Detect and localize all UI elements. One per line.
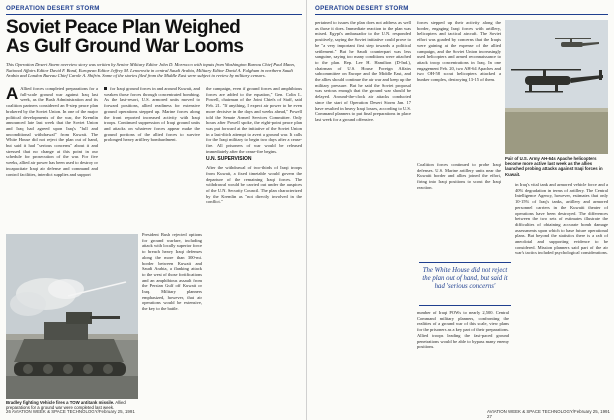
right-column-2-text: forces stepped up their activity along the border, engaging Iraqi forces with artillery, helicopters and tactical aircraft. The Soviet effort was goaded by concerns that the Iraqis were gaining at the expense of the allied campaign, and the Soviet Union increasingly used helicopters and armed reconnaissance to attack troop concentrations in Iraq. In one engagement Feb. 20, two AH-64 Apaches and two OH-58 scout helicopters attacked a bunker complex, destroying 13-15 of them. [417, 20, 501, 83]
section-rubric: OPERATION DESERT STORM [6, 5, 100, 12]
right-page [307, 0, 614, 420]
page-folio-left: 26 AVIATION WEEK & SPACE TECHNOLOGY/February 25, 1991 [6, 409, 135, 414]
article-deck: This Operation Desert Storm overview story was written by Senior Military Editor John D. Morrocco with inputs from Washington Bureau Chief Paul Mann, National Affairs Editor David F. Bond, European Editor Jeffrey M. Lenorovitz in central Saudi Arabia, Military Editor David A. Fulghum in northern Saudi Arabia and London Bureau Chief Carole A. Shifrin. Some of the stories filed from the Middle East were subject to review by military censors. [6, 62, 295, 79]
left-column-3b-text: President Bush rejected options for ground warfare, including attack with locally superior force to breach heavy Iraqi defenses along the more than 300-mi. border between Kuwait and Saudi Arabia, a flanking attack to the west of those fortifications and an amphibious assault from the Persian Gulf off Kuwait or Iraq. Military planners emphasized, however, that air operations would be extensive, the key to the battle. [142, 232, 202, 312]
left-column-1 [6, 86, 98, 231]
left-column-2-text: the campaign, even if ground forces and amphibious forces are added to the equation," Gen. Colin L. Powell, chairman of the Joint Chiefs of Staff, said Feb. 21. "If anything, I expect air power to be even more decisive in the days and weeks ahead," Powell told the Senate Armed Services Committee. Only hours after Powell spoke, the eight-point peace plan was put forward at the initiative of the Soviet Union in a last-ditch attempt to avert a ground war. It calls for the Iraqi military to begin two days after a cease-fire. All prisoners of war would be released immediately after the cease-fire begins. [206, 86, 302, 154]
photo-caption-rest: Allied preparations for a ground war were completed last week. [6, 400, 126, 410]
bradley-vehicle-photo [6, 234, 138, 399]
section-rubric-right: OPERATION DESERT STORM [315, 5, 409, 12]
drop-cap: A [6, 86, 19, 103]
right-column-2-bottom-text: number of Iraqi POWs to nearly 2,500. Central Command military planners, confronting the realities of a ground war of this scale, view plans for the prisoners as a key part of their preparations. Allied troops leading the fast-paced ground penetrations would be able to bypass many enemy positions. [417, 310, 509, 350]
left-column-2b-text: After the withdrawal of two-thirds of Iraqi troops from Kuwait, a fixed timetable would govern the departure of the remaining Iraqi forces. The withdrawal would be carried out under the auspices of the U.N. Security Council. The plan characterized by the Kremlin as "not directly involved in the conflict." [206, 165, 302, 205]
photo-caption-right: Pair of U.S. Army AH-64s Apache helicopters become more active last week as the allies launched probing attacks against Iraqi forces in Kuwait. [505, 156, 603, 177]
right-column-1-text: pertained to issues the plan does not address as well as those it does. Immediate reaction to the plan was mixed. Egypt's ambassador to the U.N. responded positively, saying the Soviet initiative could prove to be "a very important first step towards a political settlement." But he Saudi counterpart was less sanguine, saying too many conditions were attached to the plan. Rep. Lee H. Hamilton (D-Ind.), chairman of U.S. House Foreign Affairs subcommittee on Europe and the Middle East, and the allies should continue the air war and keep up the military pressure. But he said the Soviet proposal was serious enough that the ground war should be delayed. Around-the-clock air attacks conducted since the start of Operation Desert Storm Jan. 17 have resulted in heavy Iraqi losses, according to U.S. Command planners to put final preparations in place last week for a ground offensive. [315, 20, 411, 122]
rubric-rule [6, 14, 302, 15]
apache-helicopter-photo [505, 20, 608, 154]
right-column-2-bottom [417, 310, 509, 406]
right-column-2-lower-text: Coalition forces continued to probe Iraqi defenses. U.S. Marine artillery units near the Kuwaiti border and allies joined the effort, firing into Iraqi positions to scout the Iraqi reaction. [417, 162, 501, 190]
left-column-3b [142, 232, 202, 398]
right-column-1 [315, 20, 411, 405]
rubric-rule-right [315, 14, 608, 15]
article-headline [6, 18, 296, 56]
left-column-2 [206, 86, 302, 406]
bradley-vehicle-illustration [6, 234, 138, 399]
right-column-2 [417, 20, 501, 158]
left-column-3 [104, 86, 200, 231]
left-column-1-text: Allied forces completed preparations for a full-scale ground war against Iraq last week, as the Bush Administration and its coalition partners considered an 8-step peace plan brokered by the Soviet Union. In one of the major political developments of the war, the Kremlin announced late last week that the Soviet Union and Iraq had agreed upon Iraq's "full and unconditional withdrawal" from Kuwait. The White House did not reject the plan out of hand, but said it had "serious concerns" about it and stressed that no change at this point in our schedule for prosecution of the war. For five weeks, allied air power has been used to destroy or incapacitate Iraqi air defense and command and control facilities, interdict supplies and support [6, 86, 98, 177]
right-column-3-text: in Iraq's vital tank and armored vehicle force and a 40% degradation in terms of artillery. The Central Intelligence Agency, however, estimates that only 10-15% of Iraq's tanks, artillery and armored personnel carriers in the Kuwaiti theater of operations have been destroyed. The differences between the two sets of estimates illustrate the difficulties of obtaining accurate bomb damage assessments upon which to base future operational plans. But beyond the statistics there is a raft of anecdotal and supporting evidence to be considered. Mission planners said part of the air war's tactics included psychological considerations. [515, 182, 608, 256]
right-column-2-lower [417, 162, 501, 258]
bullet-marker [104, 87, 107, 90]
page-folio-right: AVIATION WEEK & SPACE TECHNOLOGY/February 25, 1991 27 [487, 409, 610, 419]
pull-quote: The White House did not reject the plan out of hand, but said it had 'serious concerns' [419, 262, 511, 306]
left-column-3-text: for Iraqi ground forces in and around Kuwait, and weaken those forces through concentrated bombing. As the last-resort, U.S. armored units moved to forward positions, allied readiness for extensive ground operations stepped up. Marine forces along the front reported increased activity with Iraqi troops. Continued suppression of Iraqi ground units and attacks on whatever forces appear make the ground portions of the allied forces to survive prolonged heavy artillery bombardment. [104, 86, 200, 143]
right-column-3 [515, 182, 608, 406]
headline-line-1: Soviet Peace Plan Weighed [6, 17, 241, 38]
headline-line-2: As Gulf Ground War Looms [6, 36, 244, 57]
section-subhead: U.N. SUPERVISION [206, 156, 252, 163]
photo-caption-bold: Bradley fighting Vehicle fires a TOW antitank missile. [6, 400, 115, 405]
apache-helicopter-illustration [505, 20, 608, 154]
